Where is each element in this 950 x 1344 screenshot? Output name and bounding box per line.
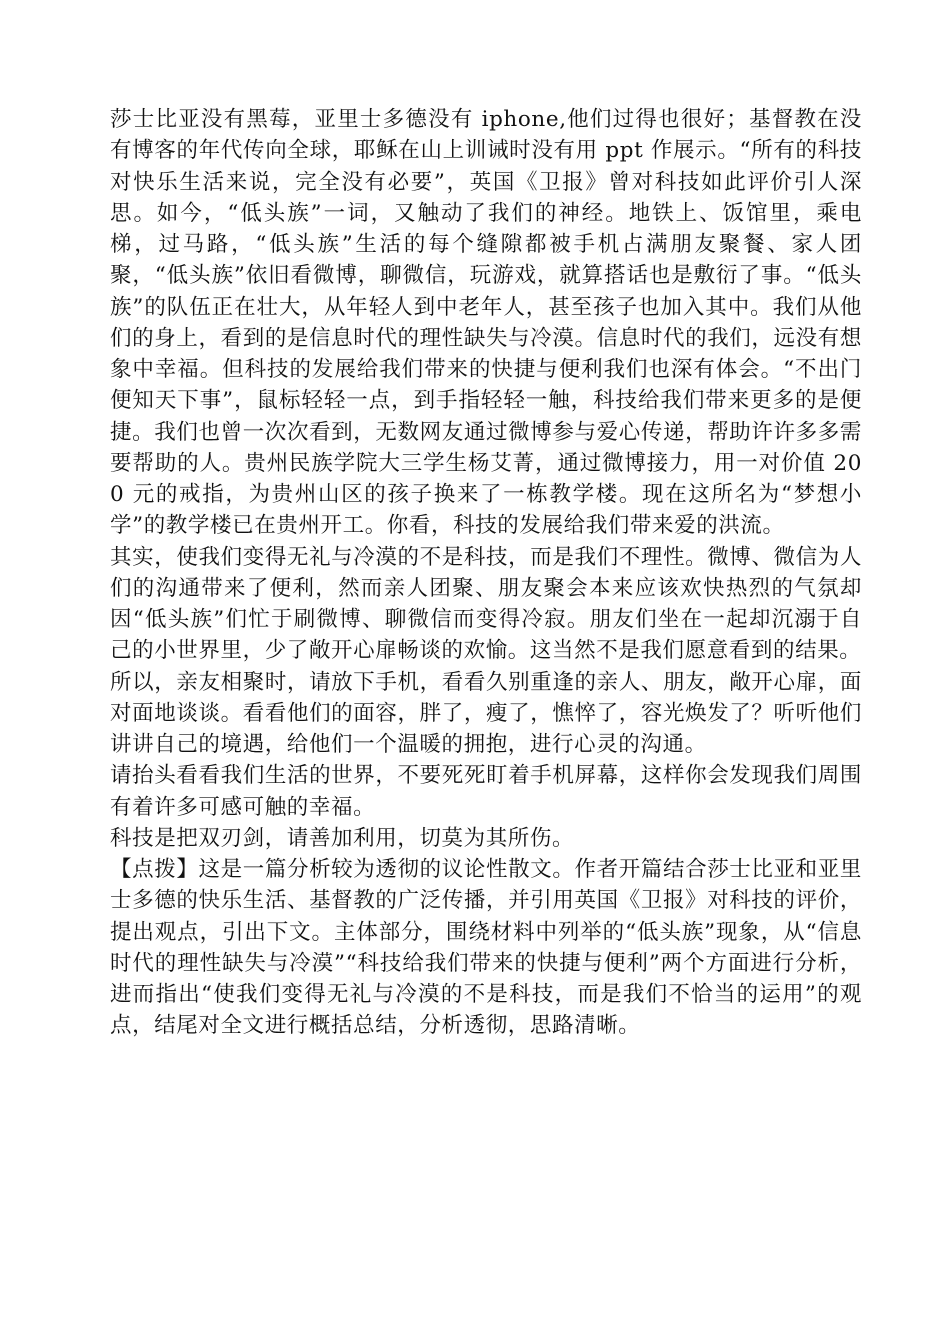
essay-paragraph-argument: 其实，使我们变得无礼与冷漠的不是科技，而是我们不理性。微博、微信为人们的沟通带来了便利，然而亲人团聚、朋友聚会本来应该欢快热烈的气氛却因“低头族”们忙于刷微博、聊微信而变得冷寂。朋友们坐在一起却沉溺于自己的小世界里，少了敞开心扉畅谈的欢愉。这当然不是我们愿意看到的结果。 xyxy=(110,544,862,664)
commentary-paragraph: 【点拨】这是一篇分析较为透彻的议论性散文。作者开篇结合莎士比亚和亚里士多德的快乐生活、基督教的广泛传播，并引用英国《卫报》对科技的评价，提出观点，引出下文。主体部分，围绕材料中列举的“低头族”现象，从“信息时代的理性缺失与冷漠”“科技给我们带来的快捷与便利”两个方面进行分析，进而指出“使我们变得无礼与冷漠的不是科技，而是我们不恰当的运用”的观点，结尾对全文进行概括总结，分析透彻，思路清晰。 xyxy=(110,857,862,1039)
essay-body xyxy=(110,104,862,1042)
essay-paragraph-look-up: 请抬头看看我们生活的世界，不要死死盯着手机屏幕，这样你会发现我们周围有着许多可感可触的幸福。 xyxy=(110,763,862,820)
essay-paragraph-conclusion: 科技是把双刃剑，请善加利用，切莫为其所伤。 xyxy=(110,825,575,851)
essay-paragraph-advice: 所以，亲友相聚时，请放下手机，看看久别重逢的亲人、朋友，敞开心扉，面对面地谈谈。看看他们的面容，胖了，瘦了，憔悴了，容光焕发了？听听他们讲讲自己的境遇，给他们一个温暖的拥抱，进行心灵的沟通。 xyxy=(110,669,862,757)
essay-paragraph-intro: 莎士比亚没有黑莓，亚里士多德没有 iphone,他们过得也很好；基督教在没有博客的年代传向全球，耶稣在山上训诫时没有用 ppt 作展示。“所有的科技对快乐生活来说，完全没有必要”，英国《卫报》曾对科技如此评价引人深思。如今，“低头族”一词，又触动了我们的神经。地铁上、饭馆里，乘电梯，过马路，“低头族”生活的每个缝隙都被手机占满朋友聚餐、家人团聚，“低头族”依旧看微博，聊微信，玩游戏，就算搭话也是敷衍了事。“低头族”的队伍正在壮大，从年轻人到中老年人，甚至孩子也加入其中。我们从他们的身上，看到的是信息时代的理性缺失与冷漠。信息时代的我们，远没有想象中幸福。但科技的发展给我们带来的快捷与便利我们也深有体会。“不出门便知天下事”，鼠标轻轻一点，到手指轻轻一触，科技给我们带来更多的是便捷。我们也曾一次次看到，无数网友通过微博参与爱心传递，帮助许许多多需要帮助的人。贵州民族学院大三学生杨艾菁，通过微博接力，用一对价值 200 元的戒指，为贵州山区的孩子换来了一栋教学楼。现在这所名为“梦想小学”的教学楼已在贵州开工。你看，科技的发展给我们带来爱的洪流。 xyxy=(110,107,862,539)
